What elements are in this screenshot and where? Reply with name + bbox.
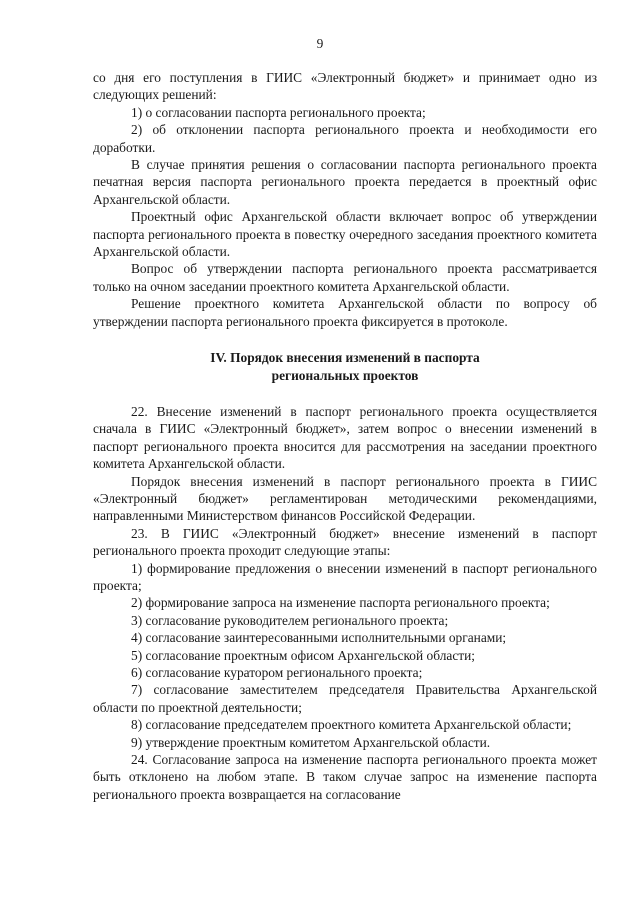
list-item: 8) согласование председателем проектного комитета Архангельской области; [131,717,572,733]
section-heading-line-1: IV. Порядок внесения изменений в паспорта [210,350,480,366]
list-item: 3) согласование руководителем регионального проекта; [131,612,449,628]
paragraph: 24. Согласование запроса на изменение паспорта регионального проекта может быть отклонено на любом этапе. В таком случае запрос на изменение паспорта регионального проекта возвращается на согласование [93,752,597,802]
list-item: 1) о согласовании паспорта регионального проекта; [131,104,426,120]
text-section-before [93,69,597,330]
paragraph: Решение проектного комитета Архангельской области по вопросу об утверждении паспорта регионального проекта фиксируется в протоколе. [93,296,597,329]
document-body [93,69,597,803]
list-item: 7) согласование заместителем председателя Правительства Архангельской области по проектной деятельности; [93,682,597,715]
list-item: 5) согласование проектным офисом Архангельской области; [131,647,476,663]
paragraph: Проектный офис Архангельской области включает вопрос об утверждении паспорта регионального проекта в повестку очередного заседания проектного комитета Архангельской области. [93,209,597,260]
list-item: 2) формирование запроса на изменение паспорта регионального проекта; [131,595,550,611]
paragraph: со дня его поступления в ГИИС «Электронный бюджет» и принимает одно из следующих решений: [93,70,597,103]
paragraph: В случае принятия решения о согласовании паспорта регионального проекта печатная версия паспорта регионального проекта передается в проектный офис Архангельской области. [93,157,597,207]
text-section-after [93,403,597,803]
list-item: 6) согласование куратором регионального проекта; [131,665,423,680]
list-item: 9) утверждение проектным комитетом Архангельской области. [131,734,491,750]
paragraph: 22. Внесение изменений в паспорт регионального проекта осуществляется сначала в ГИИС «Электронный бюджет», затем вопрос о внесении изменений в паспорт регионального проекта вносится для рассмотрения на заседании проектного комитета Архангельской области. [93,403,597,472]
section-heading-line-2: региональных проектов [271,367,419,383]
list-item: 4) согласование заинтересованными исполнительными органами; [131,630,507,646]
paragraph: 23. В ГИИС «Электронный бюджет» внесение изменений в паспорт регионального проекта проходит следующие этапы: [93,525,597,559]
paragraph: Порядок внесения изменений в паспорт регионального проекта в ГИИС «Электронный бюджет» регламентирован методическими рекомендациями, направленными Министерством финансов Российской Федерации. [93,473,597,524]
list-item: 1) формирование предложения о внесении изменений в паспорт регионального проекта; [93,560,597,593]
section-heading [93,330,597,403]
paragraph: Вопрос об утверждении паспорта регионального проекта рассматривается только на очном заседании проектного комитета Архангельской области. [93,261,597,294]
page-number: 9 [316,36,324,51]
list-item: 2) об отклонении паспорта регионального проекта и необходимости его доработки. [93,122,597,155]
